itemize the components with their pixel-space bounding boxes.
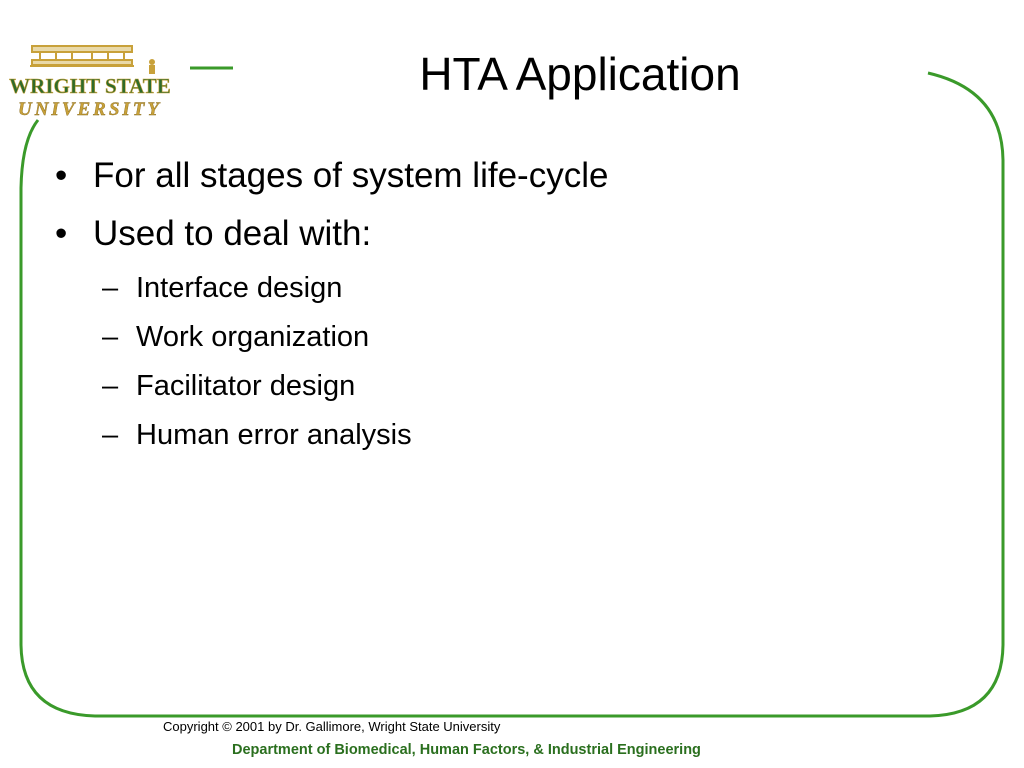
subbullet-text: Work organization	[136, 321, 370, 353]
footer-department: Department of Biomedical, Human Factors, & Industrial Engineering	[232, 742, 701, 758]
bullet-text: Used to deal with:	[93, 214, 372, 253]
bullet-item	[55, 210, 955, 268]
logo-line-2: UNIVERSITY	[17, 99, 163, 120]
subbullet-text: Human error analysis	[136, 419, 412, 451]
subbullet-item	[102, 415, 955, 464]
university-logo	[0, 38, 186, 122]
slide-content	[55, 152, 955, 464]
subbullet-item	[102, 317, 955, 366]
bullet-text: For all stages of system life-cycle	[93, 156, 609, 195]
logo-line-1: WRIGHT STATE	[9, 74, 171, 98]
subbullet-item	[102, 268, 955, 317]
subbullet-text: Interface design	[136, 272, 343, 304]
subbullet-mark: –	[102, 419, 119, 451]
subbullet-text: Facilitator design	[136, 370, 356, 402]
biplane-icon	[30, 46, 134, 66]
slide-title: HTA Application	[419, 48, 741, 100]
subbullet-mark: –	[102, 321, 119, 353]
bullet-mark: •	[55, 214, 68, 253]
subbullet-item	[102, 366, 955, 415]
figure-icon	[149, 59, 155, 74]
footer-copyright: Copyright © 2001 by Dr. Gallimore, Wright State University	[163, 719, 501, 734]
bullet-item	[55, 152, 955, 210]
subbullet-mark: –	[102, 370, 119, 402]
bullet-mark: •	[55, 156, 68, 195]
subbullet-mark: –	[102, 272, 119, 304]
